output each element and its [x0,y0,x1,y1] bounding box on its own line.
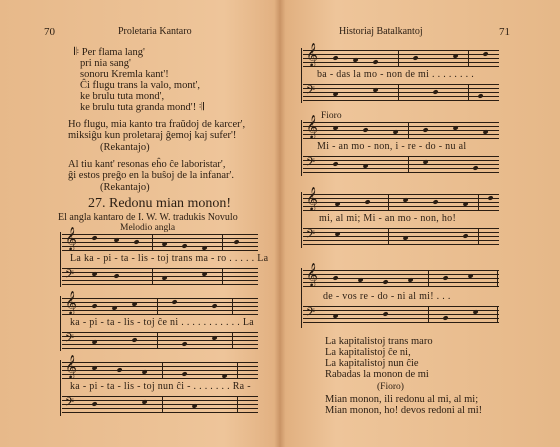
bass-staff [303,306,499,322]
song-title: 27. Redonu mian monon! [88,196,232,211]
verse-line: 𝄆 Per flama lang' [74,47,145,58]
treble-staff [62,292,258,314]
bass-clef-icon: 𝄢 [65,333,75,348]
lyrics-line: mi, al mi; Mi - an mo - non, ho! [319,213,457,224]
song-credit: El angla kantaro de I. W. W. tradukis Novulo [58,212,238,223]
lyrics-line: de - vos re - do - ni al mi! . . . [323,291,451,302]
bass-clef-icon: 𝄢 [65,397,75,412]
bass-staff [303,156,499,172]
system-brace [301,120,302,176]
text-verse-line: La kapitalistoj nun ĉie [325,358,419,369]
system-brace [60,232,61,287]
text-refrain-line: Mian monon, ili redonu al mi, al mi; [325,394,479,405]
lyrics-line: ka - pi - ta - lis - toj ĉe ni . . . . . . . . . . . La [70,317,254,328]
treble-clef-icon: 𝄞 [65,228,77,250]
system-brace [301,192,302,248]
bass-staff [303,84,499,100]
bass-clef-icon: 𝄢 [306,157,316,172]
verse-line: pri nia sang' [80,58,131,69]
verse-line: Ho flugu, mia kanto tra fraŭdoj de karcer', [68,119,246,130]
melody-note: Melodio angla [120,223,176,233]
lyrics-line: ba - das la mo - non de mi . . . . . . . . [317,69,475,80]
treble-staff [62,356,258,378]
bass-staff [62,268,258,284]
system-brace [60,360,61,416]
bass-clef-icon: 𝄢 [306,307,316,322]
treble-clef-icon: 𝄞 [306,116,318,138]
bass-clef-icon: 𝄢 [65,269,75,284]
fioro-mark: (Fioro) [377,382,404,392]
verse-line: miksiĝu kun proletaraj ĝemoj kaj sufer'! [68,130,237,141]
treble-clef-icon: 𝄞 [306,44,318,66]
verse-line: sonoru Kremla kant'! [80,69,169,80]
bass-staff [62,332,258,348]
lyrics-line: La ka - pi - ta - lis - toj trans ma - ro . . . . . La [70,253,269,264]
treble-clef-icon: 𝄞 [306,264,318,286]
page-header: Historiaj Batalkantoj [339,26,423,37]
verse-line: Ĉi flugu trans la valo, mont', [80,80,201,91]
left-page [0,0,279,447]
treble-staff [303,264,499,286]
bass-clef-icon: 𝄢 [306,85,316,100]
text-verse-line: Rabadas la monon de mi [325,369,429,380]
bass-staff [62,396,258,412]
treble-clef-icon: 𝄞 [65,292,77,314]
refrain-note: (Rekantajo) [100,142,150,153]
page-header: Proletaria Kantaro [118,26,192,37]
text-refrain-line: Mian monon, ho! devos redoni al mi! [325,405,483,416]
treble-staff [303,188,499,210]
treble-staff [303,44,499,66]
lyrics-line: Mi - an mo - non, i - re - do - nu al [317,141,467,152]
verse-line: ke brulu tuta mond', [80,91,165,102]
verse-line: ĝi estos preĝo en la buŝoj de la infanar'. [68,170,235,181]
fioro-mark: Fioro [321,111,342,121]
bass-clef-icon: 𝄢 [306,229,316,244]
system-brace [60,296,61,351]
lyrics-line: ka - pi - ta - lis - toj nun ĉi - . . . . . . . Ra - [70,381,251,392]
system-brace [301,268,302,328]
treble-clef-icon: 𝄞 [65,356,77,378]
system-brace [301,48,302,103]
page-number: 71 [499,26,510,38]
page-number: 70 [44,26,55,38]
refrain-note: (Rekantajo) [100,182,150,193]
right-page [281,0,560,447]
verse-line: ke brulu tuta granda mond'! 𝄇 [80,102,204,113]
bass-staff [303,228,499,244]
text-verse-line: La kapitalistoj trans maro [325,336,433,347]
treble-clef-icon: 𝄞 [306,188,318,210]
text-verse-line: La kapitalistoj ĉe ni, [325,347,411,358]
verse-line: Al tiu kant' resonas eĥo ĉe laboristar', [68,159,226,170]
